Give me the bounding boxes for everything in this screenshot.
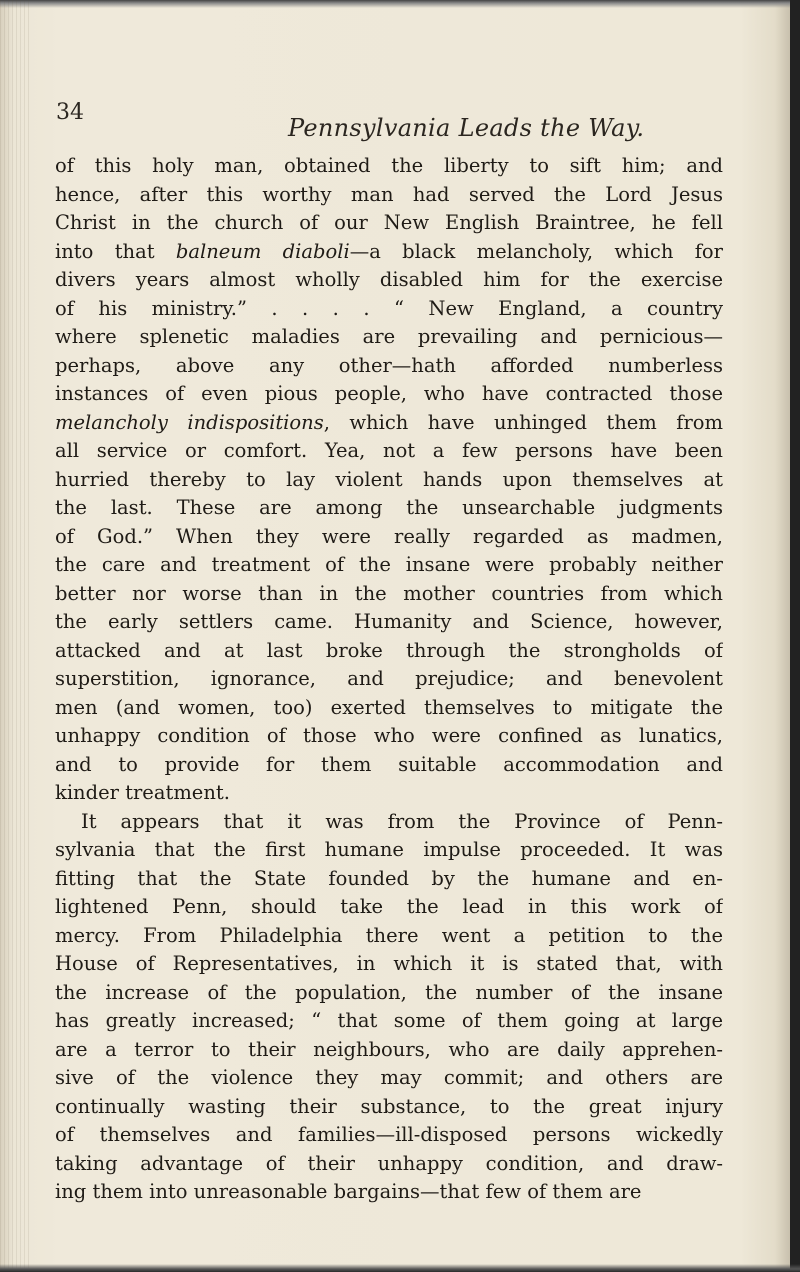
text-line: sive of the violence they may commit; and others are	[55, 1066, 723, 1089]
text-line: men (and women, too) exerted themselves to mitigate the	[55, 695, 723, 719]
page-number: 34	[56, 100, 84, 125]
text-line: the early settlers came. Humanity and Science, however,	[55, 610, 723, 633]
text-line: It appears that it was from the Province of Penn-	[81, 809, 723, 833]
page-gutter	[0, 0, 30, 1272]
text-line: Christ in the church of our New English Braintree, he fell	[55, 211, 723, 234]
text-line: of his ministry.” . . . . “ New England, a country	[55, 296, 723, 320]
page-right-edge	[790, 0, 800, 1272]
text-line: perhaps, above any other—hath afforded numberless	[55, 353, 723, 377]
text-line: sylvania that the first humane impulse proceeded. It was	[55, 838, 723, 861]
text-line: kinder treatment.	[55, 781, 230, 804]
text-line: all service or comfort. Yea, not a few persons have been	[55, 439, 723, 462]
page-top-edge	[0, 0, 800, 8]
page-bottom-edge	[0, 1264, 800, 1272]
text-line: taking advantage of their unhappy condition, and draw-	[55, 1151, 723, 1175]
text-line: instances of even pious people, who have contracted those	[55, 382, 723, 405]
running-head	[50, 100, 750, 140]
text-line: where splenetic maladies are prevailing and pernicious—	[55, 325, 723, 348]
italic-phrase: melancholy indispositions	[55, 410, 324, 434]
text-line: divers years almost wholly disabled him for the exercise	[55, 268, 723, 291]
text-line: hurried thereby to lay violent hands upon themselves at	[55, 467, 723, 491]
text-line: hence, after this worthy man had served the Lord Jesus	[55, 182, 723, 206]
text-line: better nor worse than in the mother countries from which	[55, 581, 723, 605]
text-line	[55, 409, 723, 438]
text-line: has greatly increased; “ that some of them going at large	[55, 1009, 723, 1032]
text-run: into that	[55, 239, 176, 263]
text-line: superstition, ignorance, and prejudice; and benevolent	[55, 667, 723, 690]
text-line: fitting that the State founded by the humane and en-	[55, 866, 723, 890]
text-line: and to provide for them suitable accommodation and	[55, 752, 723, 776]
text-line: of themselves and families—ill-disposed persons wickedly	[55, 1123, 723, 1146]
text-line: of God.” When they were really regarded as madmen,	[55, 524, 723, 548]
text-line: continually wasting their substance, to the great injury	[55, 1094, 723, 1118]
text-line: House of Representatives, in which it is stated that, with	[55, 952, 723, 975]
text-line: are a terror to their neighbours, who are daily apprehen-	[55, 1037, 723, 1061]
text-line: mercy. From Philadelphia there went a petition to the	[55, 923, 723, 947]
running-title: Pennsylvania Leads the Way.	[288, 114, 645, 142]
text-run: , which have unhinged them from	[323, 410, 723, 434]
text-line: unhappy condition of those who were confined as lunatics,	[55, 724, 723, 747]
text-line: lightened Penn, should take the lead in this work of	[55, 895, 723, 918]
italic-phrase: balneum diaboli	[175, 239, 350, 263]
text-line: ing them into unreasonable bargains—that few of them are	[55, 1180, 642, 1203]
text-line: of this holy man, obtained the liberty to sift him; and	[55, 154, 723, 177]
text-run: —a black melancholy, which for	[349, 239, 723, 263]
text-line: the care and treatment of the insane were probably neither	[55, 553, 723, 576]
text-line: the increase of the population, the number of the insane	[55, 980, 723, 1004]
text-line	[55, 238, 723, 267]
text-line: attacked and at last broke through the strongholds of	[55, 638, 723, 662]
text-line: the last. These are among the unsearchable judgments	[55, 496, 723, 519]
body-text	[55, 152, 723, 1207]
